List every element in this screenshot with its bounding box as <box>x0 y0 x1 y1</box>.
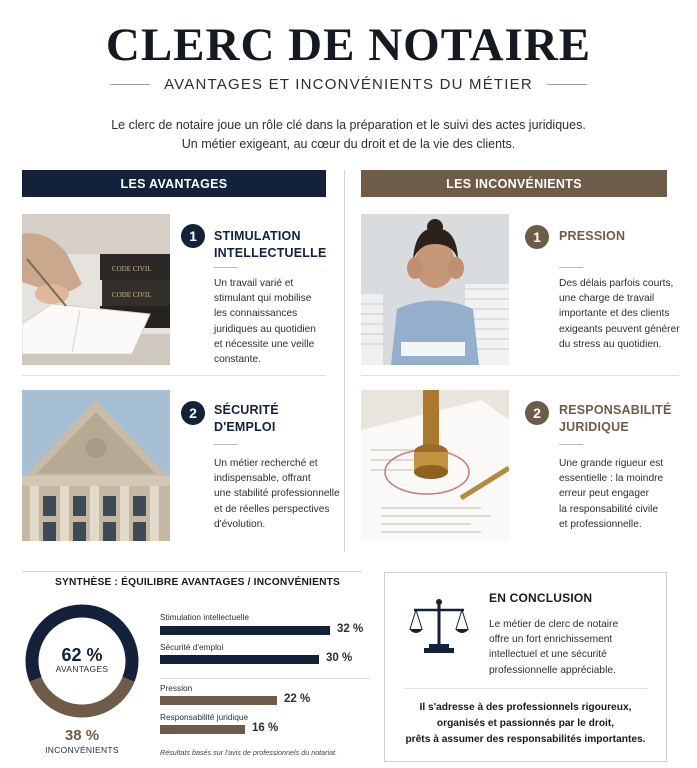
bar <box>160 725 245 734</box>
donut-disadvantages-pct: 38 % <box>64 727 100 744</box>
disadvantage-1-title-line-1: PRESSION <box>559 229 626 243</box>
advantage-1-title-line-2: INTELLECTUELLE <box>214 246 327 260</box>
text-line: intellectuel et une sécurité <box>489 649 607 661</box>
advantage-1-rule <box>214 267 238 268</box>
text-line: Un métier recherché et <box>214 458 318 469</box>
donut-segment-disadvantages <box>36 679 129 711</box>
subtitle-row <box>0 76 697 93</box>
text-line: une charge de travail <box>559 293 655 305</box>
text-line: Un travail varié et <box>214 278 294 289</box>
text-line: indispensable, offrant <box>214 473 311 485</box>
advantage-1-title <box>214 228 327 262</box>
bar-value-label: 32 % <box>337 623 364 635</box>
text-line: et professionnelle. <box>559 518 642 530</box>
text-line: professionnelle appréciable. <box>489 664 616 676</box>
disadvantage-2-rule <box>559 444 583 445</box>
book-spine-1: CODE CIVIL <box>112 265 152 273</box>
text-line: et nécessite une veille <box>214 338 315 350</box>
desk-paper-image <box>401 342 465 356</box>
bar-label: Pression <box>160 683 193 693</box>
disadvantage-2-title <box>559 402 672 436</box>
advantage-1-title-line-1: STIMULATION <box>214 229 301 243</box>
conclusion-rule <box>405 688 647 689</box>
advantages-separator <box>22 375 326 376</box>
advantage-1-text <box>214 276 316 367</box>
text-line: erreur peut engager <box>559 488 650 500</box>
text-line: exigeants peuvent générer <box>559 323 680 335</box>
text-line: juridiques au quotidien <box>214 323 316 335</box>
intro-line-1: Le clerc de notaire joue un rôle clé dans la préparation et le suivi des actes juridiques. <box>111 118 586 132</box>
text-line: et de réelles perspectives <box>214 503 330 515</box>
disadvantage-2-number-badge: 2 <box>525 401 549 425</box>
bar-label: Stimulation intellectuelle <box>160 612 250 622</box>
intro <box>0 116 697 154</box>
donut-disadvantages-label: INCONVÉNIENTS <box>45 745 119 755</box>
subtitle-rule-right <box>547 84 587 85</box>
conclusion-text <box>489 617 659 678</box>
bar-value-label: 30 % <box>326 652 353 664</box>
advantages-heading: LES AVANTAGES <box>22 170 326 197</box>
intro-line-2: Un métier exigeant, au cœur du droit et de la vie des clients. <box>181 137 516 151</box>
bar-value-label: 22 % <box>284 693 311 705</box>
disadvantage-1-rule <box>559 267 583 268</box>
bar <box>160 696 277 705</box>
disadvantages-heading: LES INCONVÉNIENTS <box>361 170 667 197</box>
text-line: constante. <box>214 354 262 366</box>
advantage-2-number-badge: 2 <box>181 401 205 425</box>
advantage-2-title-line-2: D'EMPLOI <box>214 420 276 434</box>
text-line: Des délais parfois courts, <box>559 278 674 289</box>
text-line: d'évolution. <box>214 518 266 530</box>
text-line: Une grande rigueur est <box>559 458 664 469</box>
bar-label: Responsabilité juridique <box>160 712 249 722</box>
synthesis-rule <box>22 571 362 572</box>
stamp-photo <box>361 390 509 541</box>
synthesis-title: SYNTHÈSE : ÉQUILIBRE AVANTAGES / INCONVÉNIENTS <box>55 577 341 588</box>
donut-advantages-pct: 62 % <box>61 645 103 665</box>
donut-advantages-label: AVANTAGES <box>55 664 109 674</box>
writing-photo <box>22 214 170 365</box>
page-subtitle: AVANTAGES ET INCONVÉNIENTS DU MÉTIER <box>164 76 533 93</box>
bar <box>160 626 330 635</box>
advantage-2-rule <box>214 444 238 445</box>
text-line: organisés et passionnés par le droit, <box>436 718 615 729</box>
conclusion-bold-text <box>388 700 663 748</box>
building-photo <box>22 390 170 541</box>
page-title: CLERC DE NOTAIRE <box>105 19 592 71</box>
bar-fill <box>160 626 330 635</box>
advantage-2-title-line-1: SÉCURITÉ <box>214 403 279 417</box>
bar-fill <box>160 655 319 664</box>
disadvantage-1-number-badge: 1 <box>525 225 549 249</box>
disadvantages-separator <box>361 375 679 376</box>
conclusion-title: EN CONCLUSION <box>489 591 593 605</box>
bar <box>160 655 319 664</box>
advantage-1-number-badge: 1 <box>181 224 205 248</box>
hand-image <box>35 284 69 304</box>
text-line: les connaissances <box>214 308 298 320</box>
text-line: prêts à assumer des responsabilités importantes. <box>405 734 646 745</box>
text-line: du stress au quotidien. <box>559 338 662 350</box>
text-line: offre un fort enrichissement <box>489 634 613 646</box>
subtitle-rule-left <box>110 84 150 85</box>
text-line: importante et des clients <box>559 308 670 320</box>
disadvantage-2-title-line-1: RESPONSABILITÉ <box>559 403 672 417</box>
text-line: Le métier de clerc de notaire <box>489 619 619 630</box>
text-line: essentielle : la moindre <box>559 473 664 485</box>
bar-fill <box>160 725 245 734</box>
scales-of-justice-icon <box>408 597 470 655</box>
advantage-2-text <box>214 456 340 532</box>
text-line: Il s'adresse à des professionnels rigoureux, <box>419 702 632 713</box>
synthesis-footnote: Résultats basés sur l'avis de professionnels du notariat. <box>160 748 338 757</box>
book-spine-2: CODE CIVIL <box>112 291 152 299</box>
column-divider <box>344 170 345 552</box>
bar-chart-separator <box>160 678 370 679</box>
bar-value-label: 16 % <box>252 722 279 734</box>
bar-label: Sécurité d'emploi <box>160 642 224 652</box>
stressed-woman-photo <box>361 214 509 365</box>
text-line: la responsabilité civile <box>559 503 659 515</box>
advantage-2-title <box>214 402 279 436</box>
text-line: une stabilité professionnelle <box>214 488 340 500</box>
disadvantage-2-title-line-2: JURIDIQUE <box>559 420 629 434</box>
bar-fill <box>160 696 277 705</box>
text-line: stimulant qui mobilise <box>214 293 312 305</box>
disadvantage-2-text <box>559 456 663 532</box>
disadvantage-1-text <box>559 276 680 352</box>
disadvantage-1-title <box>559 228 625 245</box>
